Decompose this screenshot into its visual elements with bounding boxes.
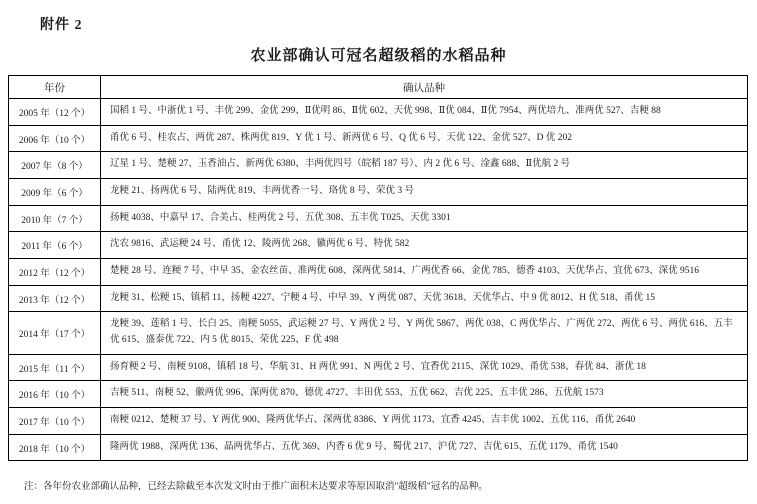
year-cell: 2014 年（17 个） (9, 312, 101, 354)
table-header-row (9, 76, 748, 99)
table-row (9, 285, 748, 312)
footnote: 注：各年份农业部确认品种，已经去除截至本次发文时由于推广面积未达要求等原因取消"超级稻"冠名的品种。 (24, 482, 488, 492)
year-cell: 2005 年（12 个） (9, 99, 101, 126)
table-row (9, 434, 748, 461)
table-row (9, 408, 748, 435)
varieties-cell: 南粳 0212、楚粳 37 号、Y 两优 900、隆两优华占、深两优 8386、Y 两优 1173、宜香 4245、吉丰优 1002、五优 116、甬优 2640 (101, 408, 748, 435)
table-row (9, 205, 748, 232)
attachment-label: 附件 2 (40, 18, 83, 33)
varieties-cell: 国稻 1 号、中浙优 1 号、丰优 299、金优 299、Ⅱ优明 86、Ⅱ优 602、天优 998、Ⅱ优 084、Ⅱ优 7954、两优培九、准两优 527、吉粳 88 (101, 99, 748, 126)
year-cell: 2011 年（6 个） (9, 232, 101, 259)
table-body (9, 99, 748, 461)
varieties-cell: 龙粳 31、松粳 15、镇稻 11、扬粳 4227、宁粳 4 号、中早 39、Y 两优 087、天优 3618、天优华占、中 9 优 8012、H 优 518、甬优 15 (101, 285, 748, 312)
year-cell: 2009 年（6 个） (9, 179, 101, 206)
table-row (9, 381, 748, 408)
year-cell: 2012 年（12 个） (9, 259, 101, 286)
table-row (9, 152, 748, 179)
varieties-cell: 扬粳 4038、中嘉早 17、合美占、桂两优 2 号、五优 308、五丰优 T025、天优 3301 (101, 205, 748, 232)
year-cell: 2013 年（12 个） (9, 285, 101, 312)
year-cell: 2016 年（10 个） (9, 381, 101, 408)
year-cell: 2015 年（11 个） (9, 354, 101, 381)
table-row (9, 232, 748, 259)
year-cell: 2007 年（8 个） (9, 152, 101, 179)
varieties-table (8, 75, 748, 461)
column-header-varieties: 确认品种 (101, 76, 748, 99)
varieties-cell: 辽星 1 号、楚粳 27、玉香油占、新两优 6380、丰两优四号（皖稻 187 号）、内 2 优 6 号、淦鑫 688、Ⅱ优航 2 号 (101, 152, 748, 179)
varieties-cell: 隆两优 1988、深两优 136、晶两优华占、五优 369、内香 6 优 9 号、蜀优 217、沪优 727、吉优 615、五优 1179、甬优 1540 (101, 434, 748, 461)
varieties-cell: 扬育粳 2 号、南粳 9108、镇稻 18 号、华航 31、H 两优 991、N 两优 2 号、宜香优 2115、深优 1029、甬优 538、春优 84、浙优 18 (101, 354, 748, 381)
page-title: 农业部确认可冠名超级稻的水稻品种 (250, 48, 507, 64)
year-cell: 2006 年（10 个） (9, 125, 101, 152)
year-cell: 2017 年（10 个） (9, 408, 101, 435)
table-row (9, 125, 748, 152)
table-row (9, 354, 748, 381)
year-cell: 2018 年（10 个） (9, 434, 101, 461)
table-row (9, 312, 748, 354)
varieties-cell: 龙粳 21、扬两优 6 号、陆两优 819、丰两优香一号、珞优 8 号、荣优 3 号 (101, 179, 748, 206)
varieties-cell: 楚粳 28 号、连粳 7 号、中早 35、金农丝苗、准两优 608、深两优 5814、广两优香 66、金优 785、德香 4103、天优华占、宜优 673、深优 9516 (101, 259, 748, 286)
varieties-cell: 吉粳 511、南粳 52、徽两优 996、深两优 870、德优 4727、丰田优 553、五优 662、吉优 225、五丰优 286、五优航 1573 (101, 381, 748, 408)
table-row (9, 179, 748, 206)
table-row (9, 99, 748, 126)
varieties-cell: 沈农 9816、武运粳 24 号、甬优 12、陵两优 268、徽两优 6 号、特优 582 (101, 232, 748, 259)
column-header-year: 年份 (9, 76, 101, 99)
year-cell: 2010 年（7 个） (9, 205, 101, 232)
varieties-cell: 龙粳 39、莲稻 1 号、长白 25、南粳 5055、武运粳 27 号、Y 两优 2 号、Y 两优 5867、两优 038、C 两优华占、广两优 272、两优 6 号、两优 616、五丰优 615、盛泰优 722、内 5 优 8015、荣优 225、F 优 498 (101, 312, 748, 354)
table-row (9, 259, 748, 286)
varieties-cell: 甬优 6 号、桂农占、两优 287、株两优 819、Y 优 1 号、新两优 6 号、Q 优 6 号、天优 122、金优 527、D 优 202 (101, 125, 748, 152)
table-header (9, 76, 748, 99)
